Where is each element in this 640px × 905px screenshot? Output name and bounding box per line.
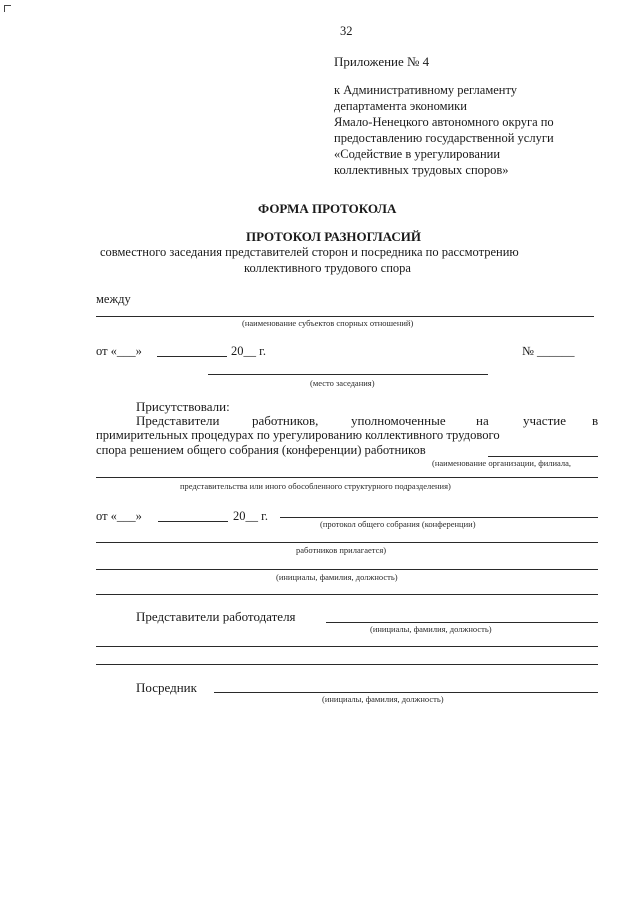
- appendix-title: Приложение № 4: [334, 54, 430, 69]
- org-underline[interactable]: [96, 477, 598, 478]
- place-underline[interactable]: [208, 374, 488, 375]
- appendix-line: Ямало-Ненецкого автономного округа по: [334, 115, 554, 129]
- form-title: ФОРМА ПРОТОКОЛА: [258, 201, 397, 216]
- present-word: Представители: [136, 413, 220, 428]
- present-word: работников,: [252, 413, 319, 428]
- between-caption: (наименование субъектов спорных отношений): [242, 318, 414, 328]
- protocol-ref-caption: (протокол общего собрания (конференции): [320, 519, 476, 529]
- appendix-line: коллективных трудовых споров»: [334, 163, 509, 177]
- employer-underline[interactable]: [96, 646, 598, 647]
- appendix-line: департамента экономики: [334, 99, 467, 113]
- date2-month-field[interactable]: [158, 521, 228, 522]
- initials-underline[interactable]: [96, 569, 598, 570]
- org-caption: (наименование организации, филиала,: [432, 458, 572, 468]
- between-underline[interactable]: [96, 316, 594, 317]
- employer-underline[interactable]: [96, 664, 598, 665]
- place-caption: (место заседания): [310, 378, 375, 388]
- protocol-ref-field[interactable]: [280, 517, 598, 518]
- attached-underline[interactable]: [96, 542, 598, 543]
- appendix-line: «Содействие в урегулировании: [334, 147, 501, 161]
- protocol-number-field[interactable]: № ______: [522, 344, 575, 358]
- mediator-field[interactable]: [214, 692, 598, 693]
- between-label: между: [96, 292, 131, 306]
- mediator-label: Посредник: [136, 680, 197, 695]
- appendix-line: к Административному регламенту: [334, 83, 518, 97]
- protocol-subtitle: коллективного трудового спора: [244, 261, 411, 275]
- date-day-field[interactable]: от «___»: [96, 344, 142, 358]
- present-word: на: [476, 413, 489, 428]
- appendix-line: предоставлению государственной услуги: [334, 131, 554, 145]
- present-text-line: спора решением общего собрания (конференции) работников: [96, 443, 426, 457]
- present-word: в: [592, 413, 599, 428]
- present-label: Присутствовали:: [136, 399, 230, 414]
- employer-caption: (инициалы, фамилия, должность): [370, 624, 492, 634]
- employer-field[interactable]: [326, 622, 598, 623]
- page-number: 32: [340, 24, 353, 38]
- extra-underline[interactable]: [96, 594, 598, 595]
- date-year-field[interactable]: 20__ г.: [231, 344, 266, 358]
- initials-caption: (инициалы, фамилия, должность): [276, 572, 398, 582]
- date2-year-field[interactable]: 20__ г.: [233, 509, 268, 523]
- date2-day-field[interactable]: от «___»: [96, 509, 142, 523]
- present-word: уполномоченные: [351, 413, 446, 428]
- workers-org-field[interactable]: [488, 456, 598, 457]
- mediator-caption: (инициалы, фамилия, должность): [322, 694, 444, 704]
- protocol-subtitle: совместного заседания представителей сторон и посредника по рассмотрению: [100, 245, 519, 259]
- present-text-line: примирительных процедурах по урегулированию коллективного трудового: [96, 428, 500, 442]
- present-word: участие: [523, 413, 566, 428]
- employer-label: Представители работодателя: [136, 609, 296, 624]
- date-month-field[interactable]: [157, 356, 227, 357]
- scan-corner-mark: [4, 5, 11, 12]
- protocol-title: ПРОТОКОЛ РАЗНОГЛАСИЙ: [246, 229, 421, 244]
- attached-caption: работников прилагается): [296, 545, 387, 555]
- branch-caption: представительства или иного обособленного структурного подразделения): [180, 481, 451, 491]
